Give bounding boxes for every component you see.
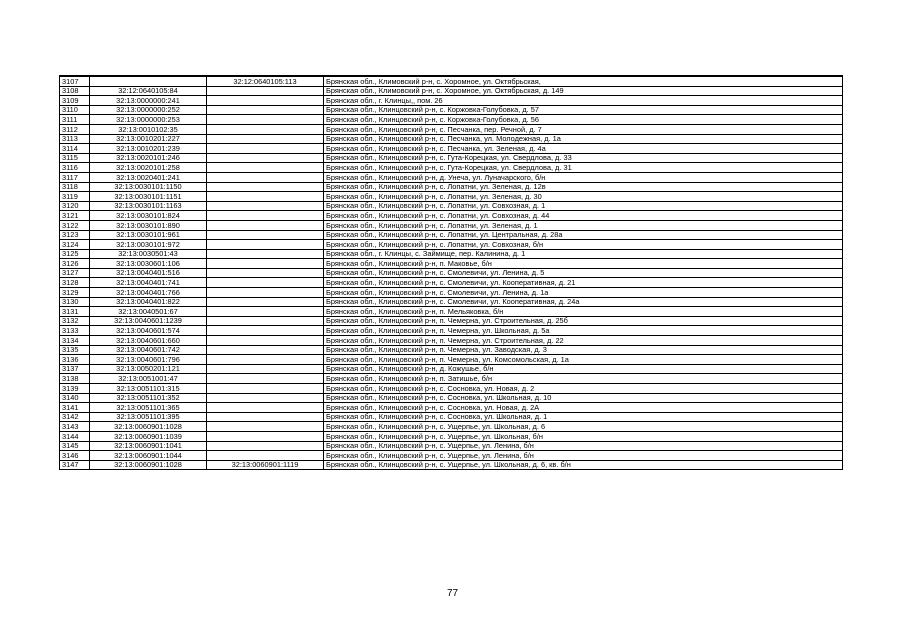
row-number-cell: 3118 — [60, 182, 90, 192]
address-cell: Брянская обл., Клинцовский р-н, п. Чемерна, ул. Заводская, д. 3 — [324, 345, 843, 355]
parent-cadastral-number-cell — [207, 431, 324, 441]
address-cell: Брянская обл., Клинцовский р-н, с. Песчанка, ул. Зеленая, д. 4а — [324, 144, 843, 154]
row-number-cell: 3136 — [60, 355, 90, 365]
address-cell: Брянская обл., Клинцовский р-н, с. Коржовка-Голубовка, д. 56 — [324, 115, 843, 125]
address-cell: Брянская обл., Клинцовский р-н, с. Лопатни, ул. Совхозная, д. 44 — [324, 211, 843, 221]
row-number-cell: 3138 — [60, 374, 90, 384]
address-cell: Брянская обл., Клинцовский р-н, с. Ущерпье, ул. Школьная, д. 6 — [324, 422, 843, 432]
row-number-cell: 3137 — [60, 364, 90, 374]
parent-cadastral-number-cell: 32:12:0640105:113 — [207, 76, 324, 86]
table-row — [60, 259, 843, 269]
cadastral-number-cell: 32:13:0010102:35 — [90, 124, 207, 134]
parent-cadastral-number-cell — [207, 297, 324, 307]
address-cell: Брянская обл., Клинцовский р-н, с. Смолевичи, ул. Ленина, д. 1а — [324, 288, 843, 298]
address-cell: Брянская обл., Клинцовский р-н, с. Смолевичи, ул. Ленина, д. 5 — [324, 268, 843, 278]
parent-cadastral-number-cell — [207, 374, 324, 384]
address-cell: Брянская обл., Клинцовский р-н, с. Песчанка, ул. Молодежная, д. 1а — [324, 134, 843, 144]
table-row — [60, 288, 843, 298]
cadastral-number-cell: 32:13:0040401:822 — [90, 297, 207, 307]
row-number-cell: 3114 — [60, 144, 90, 154]
address-cell: Брянская обл., Клинцовский р-н, с. Сосновка, ул. Школьная, д. 1 — [324, 412, 843, 422]
parent-cadastral-number-cell — [207, 240, 324, 250]
address-cell: Брянская обл., Клинцовский р-н, с. Ущерпье, ул. Школьная, д. 6, кв. б/н — [324, 460, 843, 470]
address-cell: Брянская обл., Клинцовский р-н, с. Сосновка, ул. Новая, д. 2А — [324, 403, 843, 413]
table-row — [60, 86, 843, 96]
row-number-cell: 3145 — [60, 441, 90, 451]
row-number-cell: 3146 — [60, 451, 90, 461]
table-row — [60, 220, 843, 230]
parent-cadastral-number-cell — [207, 105, 324, 115]
table-row — [60, 393, 843, 403]
cadastral-number-cell: 32:13:0000000:252 — [90, 105, 207, 115]
address-cell: Брянская обл., Клинцовский р-н, п. Чемерна, ул. Строительная, д. 25б — [324, 316, 843, 326]
address-cell: Брянская обл., Клинцовский р-н, с. Лопатни, ул. Зеленая, д. 1 — [324, 220, 843, 230]
cadastral-number-cell: 32:13:0060901:1028 — [90, 460, 207, 470]
table-row — [60, 192, 843, 202]
address-cell: Брянская обл., Клинцовский р-н, с. Лопатни, ул. Центральная, д. 28а — [324, 230, 843, 240]
cadastral-number-cell: 32:13:0030101:961 — [90, 230, 207, 240]
address-cell: Брянская обл., Клинцовский р-н, с. Лопатни, ул. Зеленая, д. 30 — [324, 192, 843, 202]
address-cell: Брянская обл., Клинцовский р-н, д. Кожушье, б/н — [324, 364, 843, 374]
cadastral-table — [59, 75, 843, 470]
row-number-cell: 3110 — [60, 105, 90, 115]
parent-cadastral-number-cell — [207, 307, 324, 317]
address-cell: Брянская обл., г. Клинцы, с. Займище, пер. Калинина, д. 1 — [324, 249, 843, 259]
address-cell: Брянская обл., Клинцовский р-н, д. Унеча, ул. Луначарского, б/н — [324, 172, 843, 182]
table-row — [60, 211, 843, 221]
cadastral-number-cell: 32:13:0020401:241 — [90, 172, 207, 182]
address-cell: Брянская обл., Клинцовский р-н, п. Затишье, б/н — [324, 374, 843, 384]
address-cell: Брянская обл., Клинцовский р-н, с. Смолевичи, ул. Кооперативная, д. 21 — [324, 278, 843, 288]
table-row — [60, 336, 843, 346]
cadastral-number-cell: 32:13:0020101:258 — [90, 163, 207, 173]
row-number-cell: 3127 — [60, 268, 90, 278]
address-cell: Брянская обл., Клинцовский р-н, с. Коржовка-Голубовка, д. 57 — [324, 105, 843, 115]
address-cell: Брянская обл., Климовский р-н, с. Хоромное, ул. Октябрьская, — [324, 76, 843, 86]
address-cell: Брянская обл., Клинцовский р-н, с. Сосновка, ул. Школьная, д. 10 — [324, 393, 843, 403]
row-number-cell: 3117 — [60, 172, 90, 182]
table-row — [60, 153, 843, 163]
cadastral-number-cell: 32:13:0050201:121 — [90, 364, 207, 374]
parent-cadastral-number-cell — [207, 86, 324, 96]
address-cell: Брянская обл., Клинцовский р-н, с. Лопатни, ул. Совхозная, д. 1 — [324, 201, 843, 211]
address-cell: Брянская обл., Клинцовский р-н, с. Смолевичи, ул. Кооперативная, д. 24а — [324, 297, 843, 307]
parent-cadastral-number-cell — [207, 249, 324, 259]
cadastral-number-cell: 32:13:0051001:47 — [90, 374, 207, 384]
parent-cadastral-number-cell — [207, 364, 324, 374]
table-row — [60, 268, 843, 278]
row-number-cell: 3109 — [60, 96, 90, 106]
parent-cadastral-number-cell — [207, 115, 324, 125]
cadastral-number-cell: 32:13:0030101:972 — [90, 240, 207, 250]
row-number-cell: 3128 — [60, 278, 90, 288]
address-cell: Брянская обл., Клинцовский р-н, п. Маковье, б/н — [324, 259, 843, 269]
table-row — [60, 307, 843, 317]
row-number-cell: 3116 — [60, 163, 90, 173]
cadastral-number-cell: 32:13:0040601:796 — [90, 355, 207, 365]
row-number-cell: 3135 — [60, 345, 90, 355]
parent-cadastral-number-cell — [207, 268, 324, 278]
cadastral-number-cell: 32:13:0030101:1163 — [90, 201, 207, 211]
address-cell: Брянская обл., Клинцовский р-н, с. Лопатни, ул. Совхозная, б/н — [324, 240, 843, 250]
table-row — [60, 124, 843, 134]
row-number-cell: 3123 — [60, 230, 90, 240]
cadastral-number-cell: 32:12:0640105:84 — [90, 86, 207, 96]
row-number-cell: 3126 — [60, 259, 90, 269]
table-row — [60, 431, 843, 441]
parent-cadastral-number-cell — [207, 288, 324, 298]
row-number-cell: 3125 — [60, 249, 90, 259]
table-row — [60, 355, 843, 365]
table-row — [60, 403, 843, 413]
row-number-cell: 3129 — [60, 288, 90, 298]
row-number-cell: 3120 — [60, 201, 90, 211]
parent-cadastral-number-cell — [207, 144, 324, 154]
row-number-cell: 3119 — [60, 192, 90, 202]
parent-cadastral-number-cell: 32:13:0060901:1119 — [207, 460, 324, 470]
parent-cadastral-number-cell — [207, 278, 324, 288]
row-number-cell: 3142 — [60, 412, 90, 422]
parent-cadastral-number-cell — [207, 182, 324, 192]
cadastral-number-cell: 32:13:0030501:43 — [90, 249, 207, 259]
parent-cadastral-number-cell — [207, 163, 324, 173]
parent-cadastral-number-cell — [207, 316, 324, 326]
table-row — [60, 201, 843, 211]
cadastral-number-cell: 32:13:0030101:1150 — [90, 182, 207, 192]
address-cell: Брянская обл., Клинцовский р-н, с. Гута-Корецкая, ул. Свердлова, д. 31 — [324, 163, 843, 173]
row-number-cell: 3132 — [60, 316, 90, 326]
address-cell: Брянская обл., Клинцовский р-н, п. Чемерна, ул. Школьная, д. 5а — [324, 326, 843, 336]
row-number-cell: 3131 — [60, 307, 90, 317]
parent-cadastral-number-cell — [207, 451, 324, 461]
table-row — [60, 249, 843, 259]
cadastral-number-cell: 32:13:0010201:239 — [90, 144, 207, 154]
parent-cadastral-number-cell — [207, 134, 324, 144]
parent-cadastral-number-cell — [207, 355, 324, 365]
table-row — [60, 364, 843, 374]
parent-cadastral-number-cell — [207, 220, 324, 230]
address-cell: Брянская обл., Клинцовский р-н, с. Ущерпье, ул. Школьная, б/н — [324, 431, 843, 441]
table-row — [60, 374, 843, 384]
table-row — [60, 76, 843, 86]
table-row — [60, 460, 843, 470]
row-number-cell: 3134 — [60, 336, 90, 346]
row-number-cell: 3144 — [60, 431, 90, 441]
cadastral-number-cell: 32:13:0060901:1044 — [90, 451, 207, 461]
row-number-cell: 3115 — [60, 153, 90, 163]
row-number-cell: 3122 — [60, 220, 90, 230]
address-cell: Брянская обл., Клинцовский р-н, п. Чемерна, ул. Комсомольская, д. 1а — [324, 355, 843, 365]
parent-cadastral-number-cell — [207, 384, 324, 394]
address-cell: Брянская обл., Клинцовский р-н, с. Ущерпье, ул. Ленина, б/н — [324, 441, 843, 451]
parent-cadastral-number-cell — [207, 211, 324, 221]
cadastral-number-cell: 32:13:0030101:1151 — [90, 192, 207, 202]
cadastral-number-cell: 32:13:0051101:395 — [90, 412, 207, 422]
parent-cadastral-number-cell — [207, 201, 324, 211]
row-number-cell: 3124 — [60, 240, 90, 250]
cadastral-number-cell: 32:13:0040401:741 — [90, 278, 207, 288]
table-row — [60, 278, 843, 288]
parent-cadastral-number-cell — [207, 336, 324, 346]
cadastral-number-cell: 32:13:0000000:253 — [90, 115, 207, 125]
row-number-cell: 3108 — [60, 86, 90, 96]
cadastral-number-cell: 32:13:0060901:1028 — [90, 422, 207, 432]
table-row — [60, 441, 843, 451]
row-number-cell: 3107 — [60, 76, 90, 86]
table-row — [60, 297, 843, 307]
parent-cadastral-number-cell — [207, 153, 324, 163]
parent-cadastral-number-cell — [207, 192, 324, 202]
cadastral-number-cell: 32:13:0051101:365 — [90, 403, 207, 413]
table-row — [60, 422, 843, 432]
parent-cadastral-number-cell — [207, 124, 324, 134]
table-row — [60, 412, 843, 422]
parent-cadastral-number-cell — [207, 230, 324, 240]
address-cell: Брянская обл., Клинцовский р-н, п. Мельяковка, б/н — [324, 307, 843, 317]
table-row — [60, 144, 843, 154]
cadastral-number-cell: 32:13:0040601:660 — [90, 336, 207, 346]
table-row — [60, 326, 843, 336]
address-cell: Брянская обл., Клинцовский р-н, п. Чемерна, ул. Строительная, д. 22 — [324, 336, 843, 346]
parent-cadastral-number-cell — [207, 403, 324, 413]
row-number-cell: 3139 — [60, 384, 90, 394]
parent-cadastral-number-cell — [207, 326, 324, 336]
cadastral-number-cell: 32:13:0040401:766 — [90, 288, 207, 298]
cadastral-number-cell: 32:13:0040601:1239 — [90, 316, 207, 326]
page-number: 77 — [446, 588, 459, 599]
table-row — [60, 163, 843, 173]
cadastral-number-cell: 32:13:0030601:106 — [90, 259, 207, 269]
table-row — [60, 134, 843, 144]
table-row — [60, 230, 843, 240]
cadastral-number-cell: 32:13:0060901:1041 — [90, 441, 207, 451]
cadastral-number-cell: 32:13:0000000:241 — [90, 96, 207, 106]
row-number-cell: 3140 — [60, 393, 90, 403]
table-row — [60, 451, 843, 461]
parent-cadastral-number-cell — [207, 172, 324, 182]
cadastral-number-cell: 32:13:0060901:1039 — [90, 431, 207, 441]
cadastral-number-cell: 32:13:0040501:67 — [90, 307, 207, 317]
cadastral-number-cell — [90, 76, 207, 86]
cadastral-table-body — [60, 76, 843, 470]
table-row — [60, 182, 843, 192]
cadastral-number-cell: 32:13:0030101:824 — [90, 211, 207, 221]
cadastral-number-cell: 32:13:0051101:352 — [90, 393, 207, 403]
address-cell: Брянская обл., Климовский р-н, с. Хоромное, ул. Октябрьская, д. 149 — [324, 86, 843, 96]
row-number-cell: 3111 — [60, 115, 90, 125]
row-number-cell: 3147 — [60, 460, 90, 470]
cadastral-number-cell: 32:13:0020101:246 — [90, 153, 207, 163]
address-cell: Брянская обл., Клинцовский р-н, с. Гута-Корецкая, ул. Свердлова, д. 33 — [324, 153, 843, 163]
table-row — [60, 96, 843, 106]
row-number-cell: 3130 — [60, 297, 90, 307]
cadastral-number-cell: 32:13:0040601:742 — [90, 345, 207, 355]
cadastral-number-cell: 32:13:0040401:516 — [90, 268, 207, 278]
table-row — [60, 172, 843, 182]
table-row — [60, 105, 843, 115]
cadastral-number-cell: 32:13:0030101:890 — [90, 220, 207, 230]
parent-cadastral-number-cell — [207, 412, 324, 422]
cadastral-number-cell: 32:13:0040601:574 — [90, 326, 207, 336]
row-number-cell: 3141 — [60, 403, 90, 413]
address-cell: Брянская обл., Клинцовский р-н, с. Лопатни, ул. Зеленая, д. 12в — [324, 182, 843, 192]
row-number-cell: 3143 — [60, 422, 90, 432]
parent-cadastral-number-cell — [207, 393, 324, 403]
row-number-cell: 3112 — [60, 124, 90, 134]
cadastral-number-cell: 32:13:0051101:315 — [90, 384, 207, 394]
parent-cadastral-number-cell — [207, 259, 324, 269]
parent-cadastral-number-cell — [207, 96, 324, 106]
table-row — [60, 240, 843, 250]
address-cell: Брянская обл., Клинцовский р-н, с. Ущерпье, ул. Ленина, б/н — [324, 451, 843, 461]
address-cell: Брянская обл., Клинцовский р-н, с. Песчанка, пер. Речной, д. 7 — [324, 124, 843, 134]
table-row — [60, 115, 843, 125]
row-number-cell: 3133 — [60, 326, 90, 336]
table-row — [60, 384, 843, 394]
table-row — [60, 316, 843, 326]
address-cell: Брянская обл., г. Клинцы,, пом. 26 — [324, 96, 843, 106]
row-number-cell: 3121 — [60, 211, 90, 221]
table-row — [60, 345, 843, 355]
parent-cadastral-number-cell — [207, 441, 324, 451]
cadastral-number-cell: 32:13:0010201:227 — [90, 134, 207, 144]
address-cell: Брянская обл., Клинцовский р-н, с. Сосновка, ул. Новая, д. 2 — [324, 384, 843, 394]
parent-cadastral-number-cell — [207, 422, 324, 432]
row-number-cell: 3113 — [60, 134, 90, 144]
parent-cadastral-number-cell — [207, 345, 324, 355]
